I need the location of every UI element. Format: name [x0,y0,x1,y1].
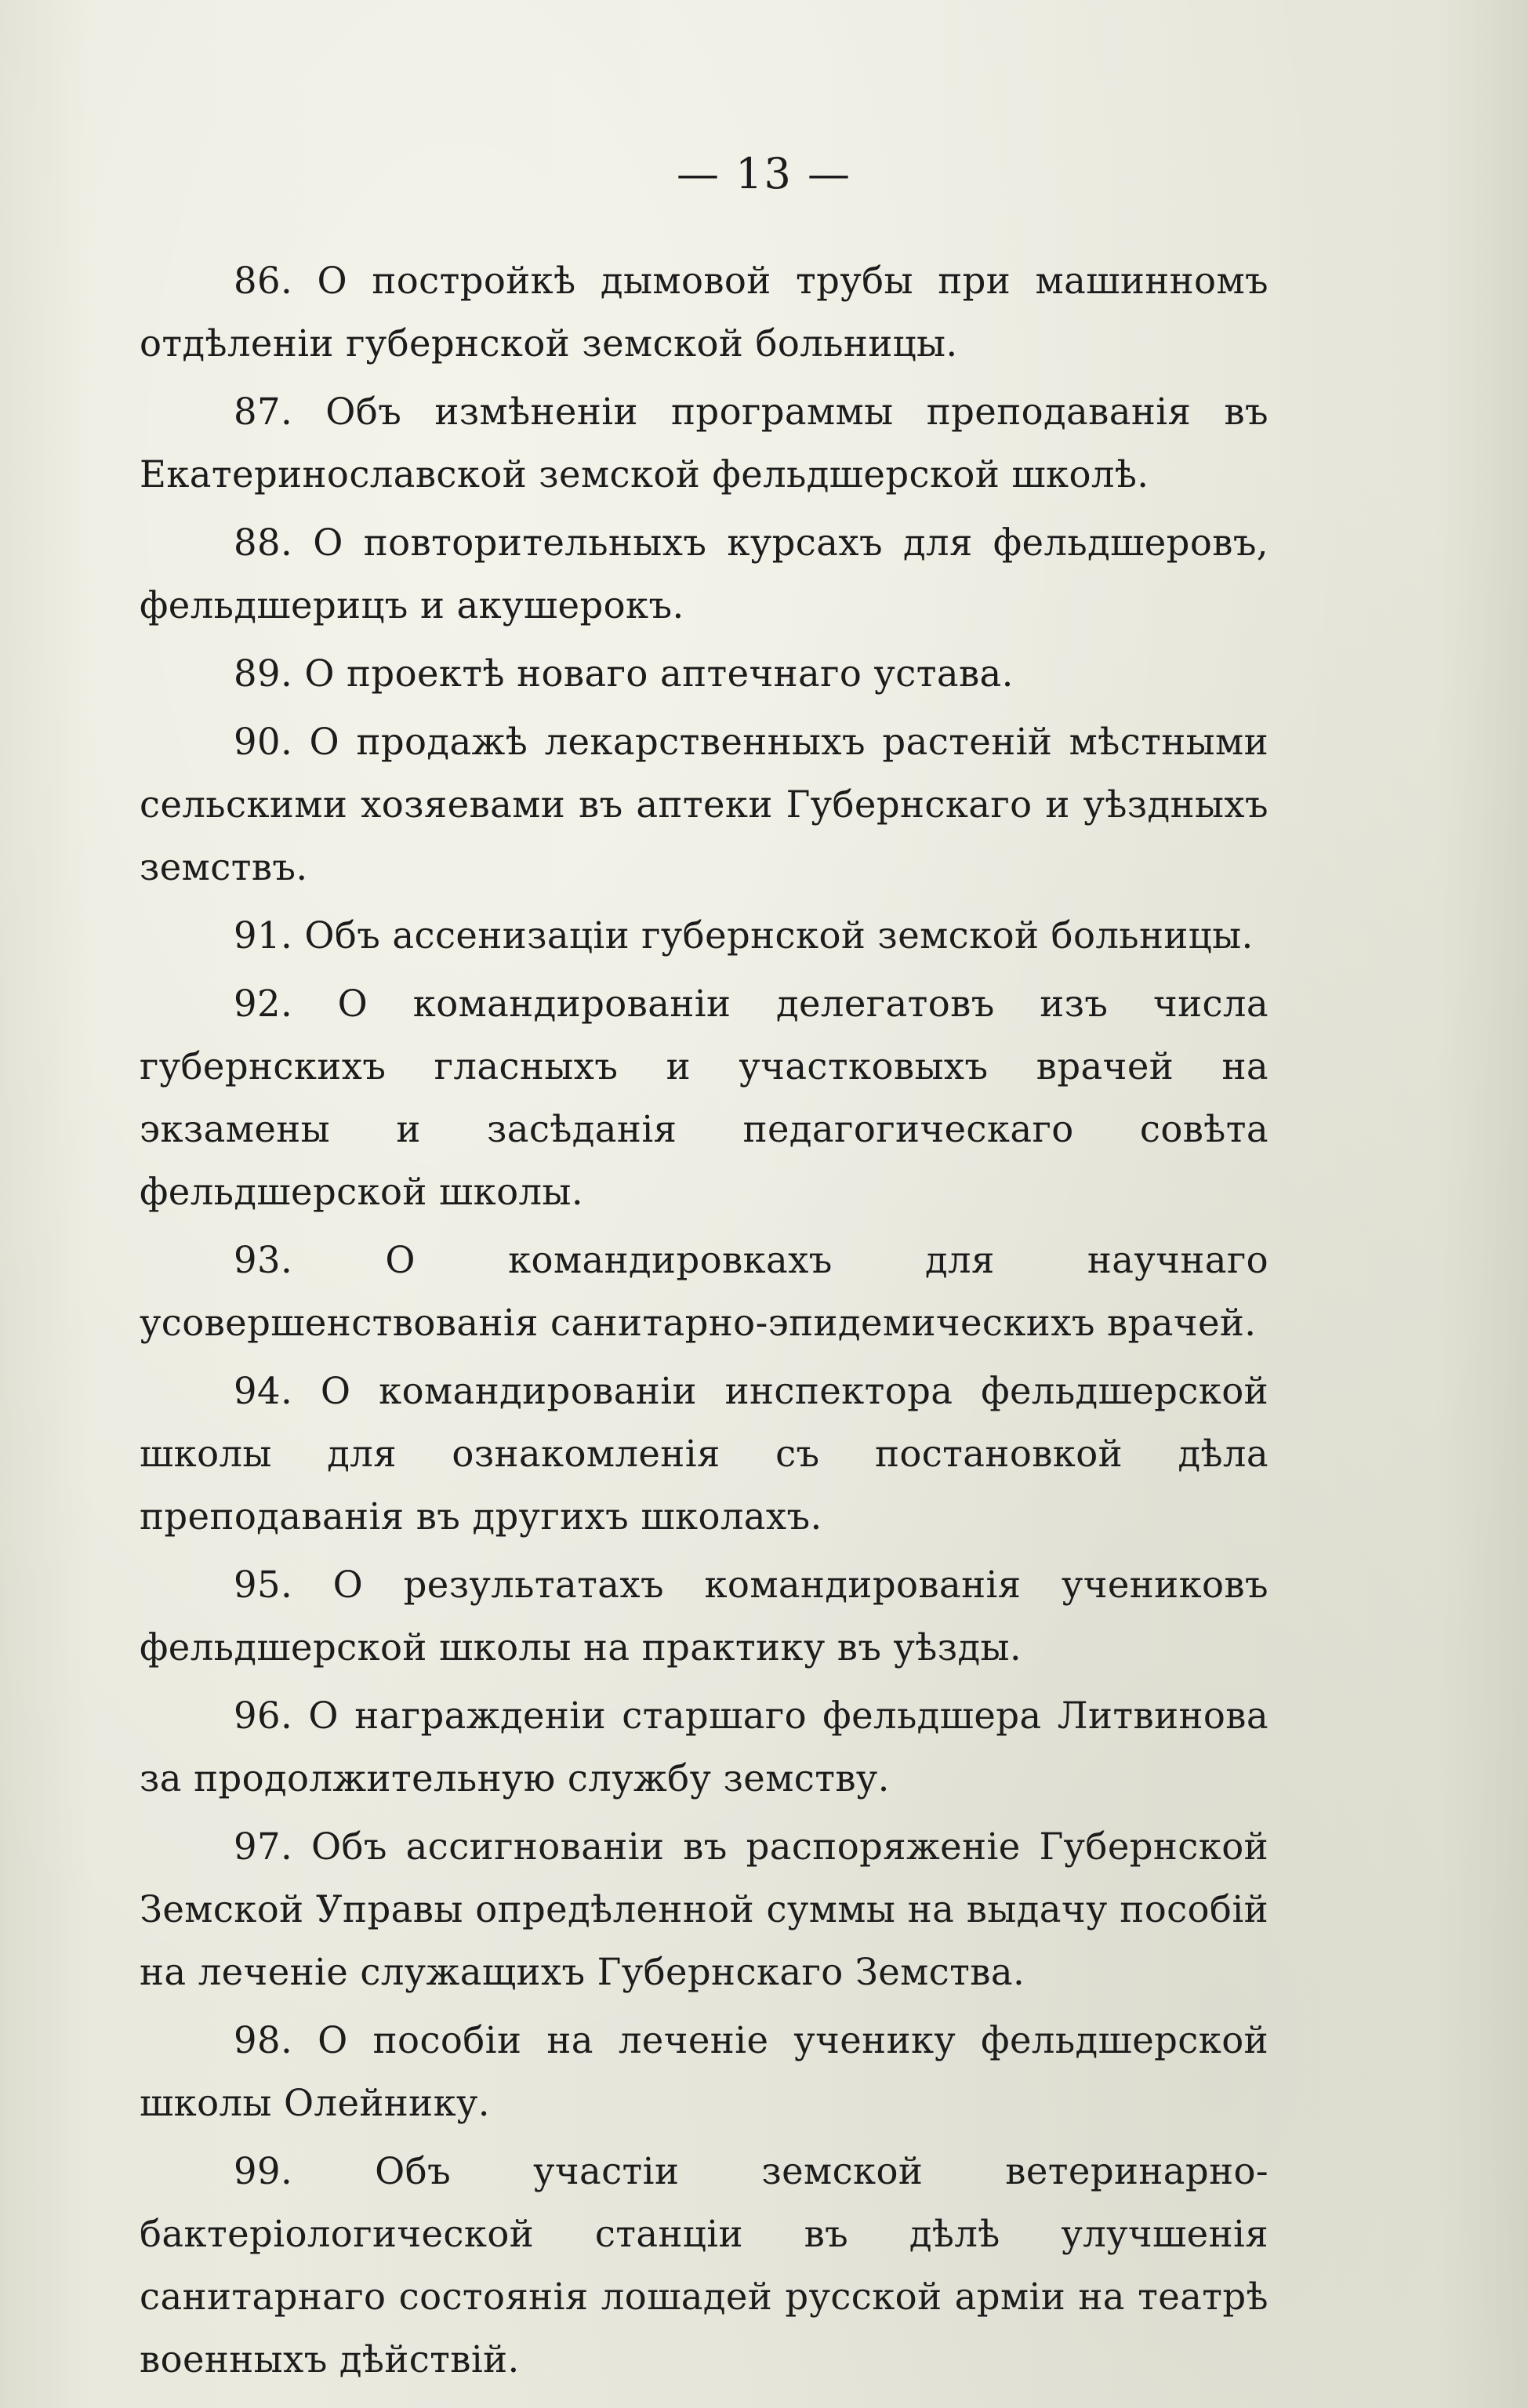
agenda-item-93: 93. О командировкахъ для научнаго усовершенствованія санитарно-эпидемическихъ врачей. [140,1239,1268,1344]
agenda-item-99: 99. Объ участіи земской ветеринарно-бактеріологической станціи въ дѣлѣ улучшенія санитарнаго состоянія лошадей русской арміи на театрѣ военныхъ дѣйствій. [140,2150,1268,2381]
page-number: — 13 — [676,149,852,198]
agenda-item-98: 98. О пособіи на леченіе ученику фельдшерской школы Олейнику. [140,2019,1268,2124]
agenda-list [140,249,1268,2396]
agenda-item-96: 96. О награжденіи старшаго фельдшера Литвинова за продолжительную службу земству. [140,1694,1268,1800]
agenda-item-89: 89. О проектѣ новаго аптечнаго устава. [234,652,1014,695]
agenda-item-95: 95. О результатахъ командированія учениковъ фельдшерской школы на практику въ уѣзды. [140,1564,1268,1669]
agenda-item-91: 91. Объ ассенизаціи губернской земской больницы. [234,914,1254,957]
agenda-item-90: 90. О продажѣ лекарственныхъ растеній мѣстными сельскими хозяевами въ аптеки Губернскаго и уѣздныхъ земствъ. [140,721,1268,888]
agenda-item-87: 87. Объ измѣненіи программы преподаванія въ Екатеринославской земской фельдшерской школѣ. [140,390,1268,496]
agenda-item-97: 97. Объ ассигнованіи въ распоряженіе Губернской Земской Управы опредѣленной суммы на выдачу пособій на леченіе служащихъ Губернскаго Земства. [140,1825,1268,1993]
agenda-item-88: 88. О повторительныхъ курсахъ для фельдшеровъ, фельдшерицъ и акушерокъ. [140,521,1268,627]
agenda-item-92: 92. О командированіи делегатовъ изъ числа губернскихъ гласныхъ и участковыхъ врачей на экзамены и засѣданія педагогическаго совѣта фельдшерской школы. [140,982,1268,1213]
agenda-item-86: 86. О постройкѣ дымовой трубы при машинномъ отдѣленіи губернской земской больницы. [140,260,1268,365]
agenda-item-94: 94. О командированіи инспектора фельдшерской школы для ознакомленія съ постановкой дѣла преподаванія въ другихъ школахъ. [140,1370,1268,1538]
